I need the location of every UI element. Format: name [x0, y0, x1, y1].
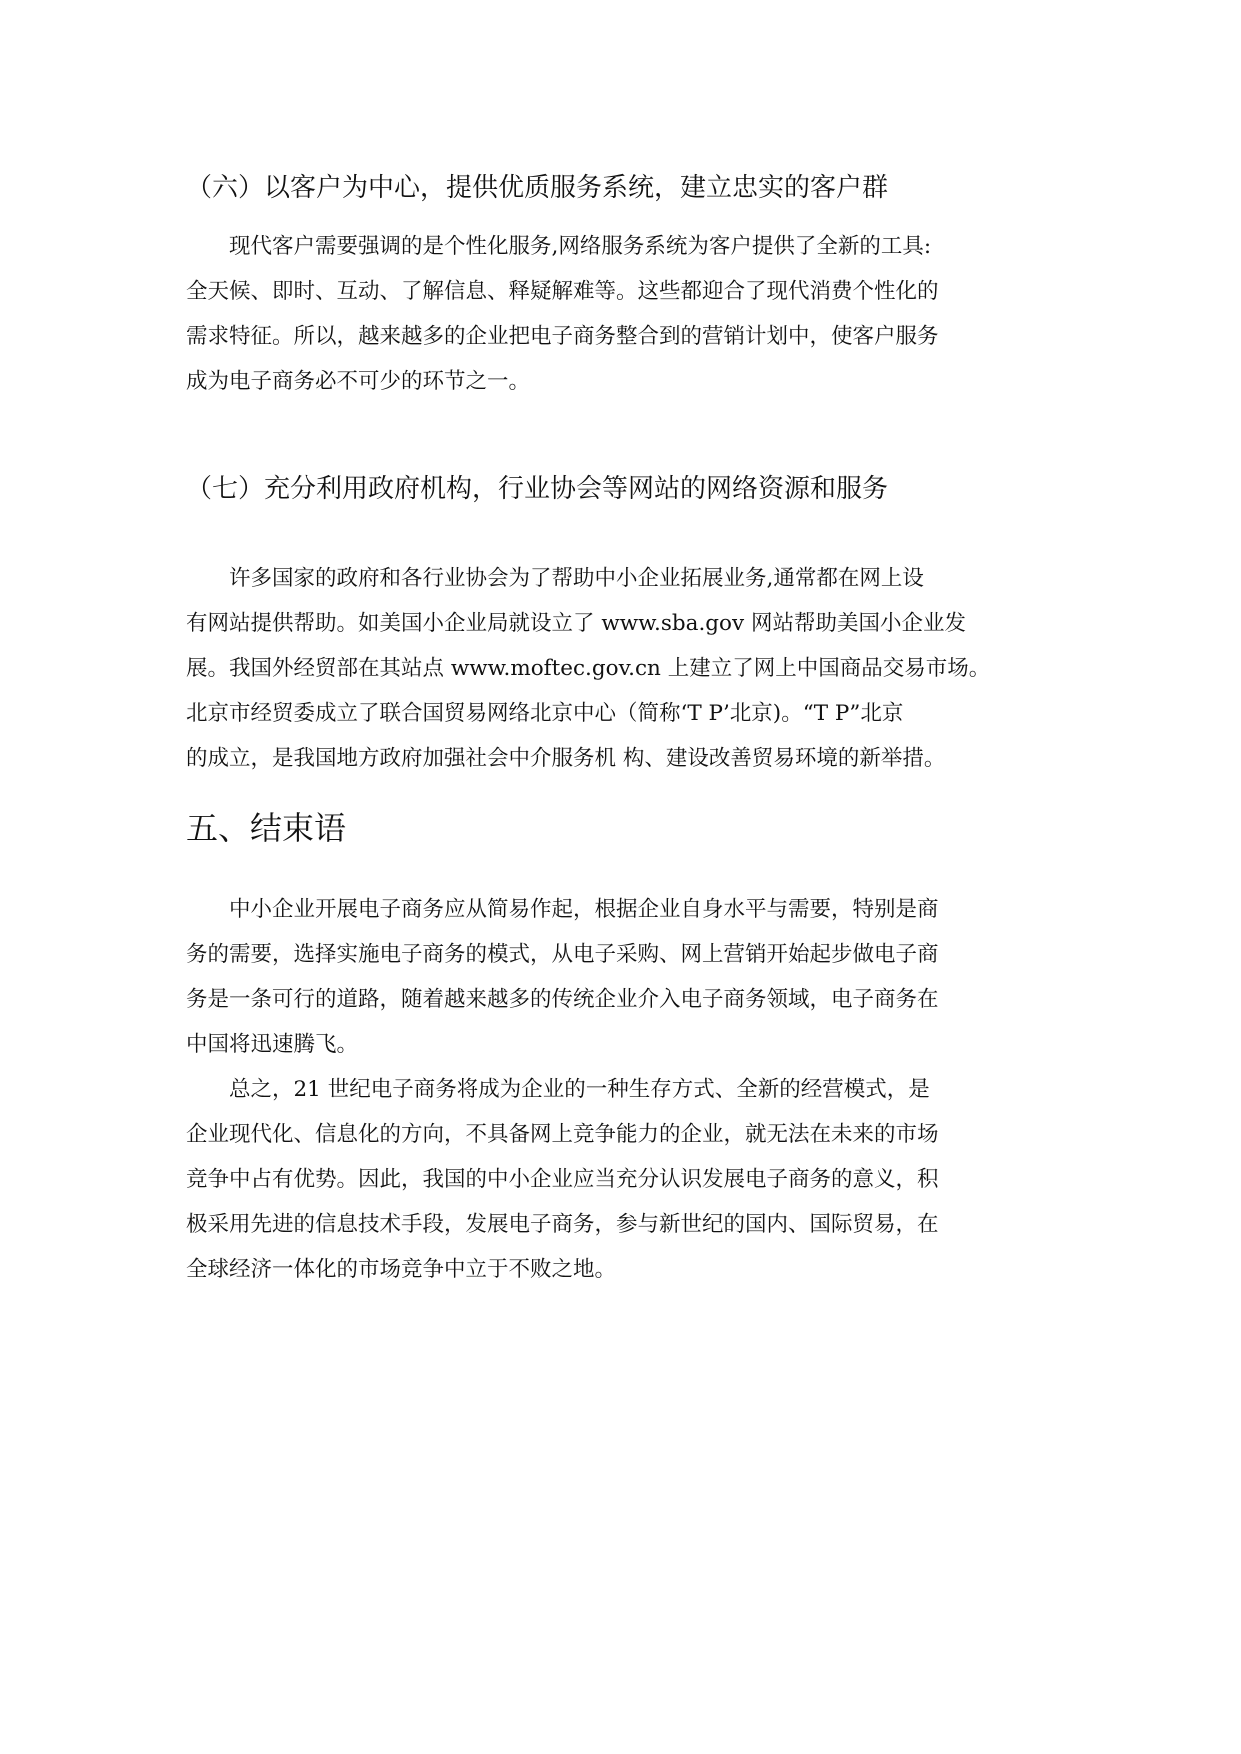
text-line: 需求特征。所以，越来越多的企业把电子商务整合到的营销计划中，使客户服务: [186, 324, 939, 349]
text-line: 北京市经贸委成立了联合国贸易网络北京中心（简称‘T P’北京)。“T P”北京: [186, 701, 904, 726]
text-line: 有网站提供帮助。如美国小企业局就设立了 www.sba.gov 网站帮助美国小企业发: [186, 611, 966, 636]
paragraph-conclusion-1: [186, 887, 1054, 1067]
text-line: 的成立，是我国地方政府加强社会中介服务机 构、建设改善贸易环境的新举措。: [186, 746, 946, 771]
text-line: 务的需要，选择实施电子商务的模式，从电子采购、网上营销开始起步做电子商: [186, 942, 939, 967]
section-heading-5: 五、结束语: [186, 809, 347, 847]
text-line: 许多国家的政府和各行业协会为了帮助中小企业拓展业务,通常都在网上设: [186, 566, 924, 591]
text-line: 中小企业开展电子商务应从简易作起，根据企业自身水平与需要，特别是商: [186, 897, 939, 922]
text-line: 全天候、即时、互动、了解信息、释疑解难等。这些都迎合了现代消费个性化的: [186, 279, 939, 304]
text-line: 务是一条可行的道路，随着越来越多的传统企业介入电子商务领域，电子商务在: [186, 987, 939, 1012]
paragraph-conclusion-2: [186, 1067, 1054, 1292]
text-line: 全球经济一体化的市场竞争中立于不败之地。: [186, 1257, 617, 1282]
text-line: 总之，21 世纪电子商务将成为企业的一种生存方式、全新的经营模式，是: [186, 1077, 930, 1102]
paragraph-customer-service: [186, 224, 1054, 404]
text-line: 中国将迅速腾飞。: [186, 1032, 359, 1057]
text-line: 企业现代化、信息化的方向，不具备网上竞争能力的企业，就无法在未来的市场: [186, 1122, 939, 1147]
section-heading-6: （六）以客户为中心，提供优质服务系统，建立忠实的客户群: [186, 173, 889, 203]
text-line: 极采用先进的信息技术手段，发展电子商务，参与新世纪的国内、国际贸易，在: [186, 1212, 939, 1237]
section-heading-7: （七）充分利用政府机构，行业协会等网站的网络资源和服务: [186, 474, 889, 504]
text-line: 展。我国外经贸部在其站点 www.moftec.gov.cn 上建立了网上中国商品交易市场。: [186, 656, 991, 681]
text-line: 竞争中占有优势。因此，我国的中小企业应当充分认识发展电子商务的意义，积: [186, 1167, 939, 1192]
text-line: 成为电子商务必不可少的环节之一。: [186, 369, 531, 394]
text-line: 现代客户需要强调的是个性化服务,网络服务系统为客户提供了全新的工具:: [186, 234, 932, 259]
paragraph-government-resources: [186, 556, 1054, 781]
